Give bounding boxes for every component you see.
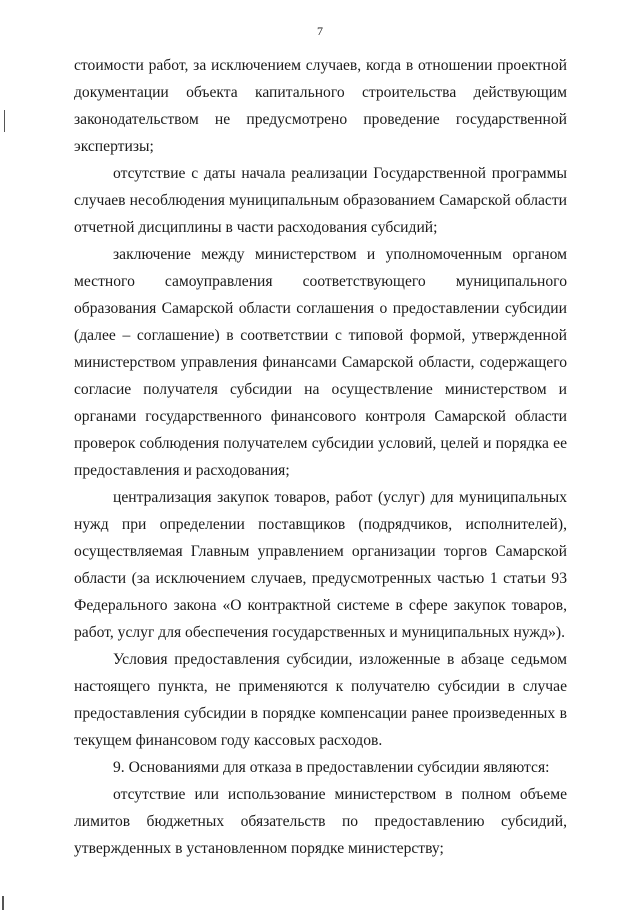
paragraph: 9. Основаниями для отказа в предоставлении субсидии являются:: [113, 759, 550, 776]
paragraph: заключение между министерством и уполномоченным органом местного самоуправления соответствующего муниципального образования Самарской области соглашения о предоставлении субсидии (далее – соглашение) в соответствии с типовой формой, утвержденной министерством управления финансами Самарской области, содержащего согласие получателя субсидии на осуществление министерством и органами государственного финансового контроля Самарской области проверок соблюдения получателем субсидии условий, целей и порядка ее предоставления и расходования;: [74, 246, 567, 479]
paragraph: стоимости работ, за исключением случаев, когда в отношении проектной документации объекта капитального строительства действующим законодательством не предусмотрено проведение государственной экспертизы;: [74, 57, 567, 155]
paragraph: централизация закупок товаров, работ (услуг) для муниципальных нужд при определении поставщиков (подрядчиков, исполнителей), осуществляемая Главным управлением организации торгов Самарской области (за исключением случаев, предусмотренных частью 1 статьи 93 Федерального закона «О контрактной системе в сфере закупок товаров, работ, услуг для обеспечения государственных и муниципальных нужд»).: [74, 489, 567, 641]
paragraph: Условия предоставления субсидии, изложенные в абзаце седьмом настоящего пункта, не применяются к получателю субсидии в случае предоставления субсидии в порядке компенсации ранее произведенных в текущем финансовом году кассовых расходов.: [74, 651, 567, 749]
document-body: [74, 52, 567, 862]
paragraph: отсутствие с даты начала реализации Государственной программы случаев несоблюдения муниципальным образованием Самарской области отчетной дисциплины в части расходования субсидий;: [74, 165, 567, 236]
scan-margin-mark: [2, 896, 4, 910]
scan-margin-mark: [4, 110, 5, 132]
paragraph: отсутствие или использование министерством в полном объеме лимитов бюджетных обязательств по предоставлению субсидий, утвержденных в установленном порядке министерству;: [74, 786, 567, 857]
page-number: 7: [317, 24, 323, 38]
